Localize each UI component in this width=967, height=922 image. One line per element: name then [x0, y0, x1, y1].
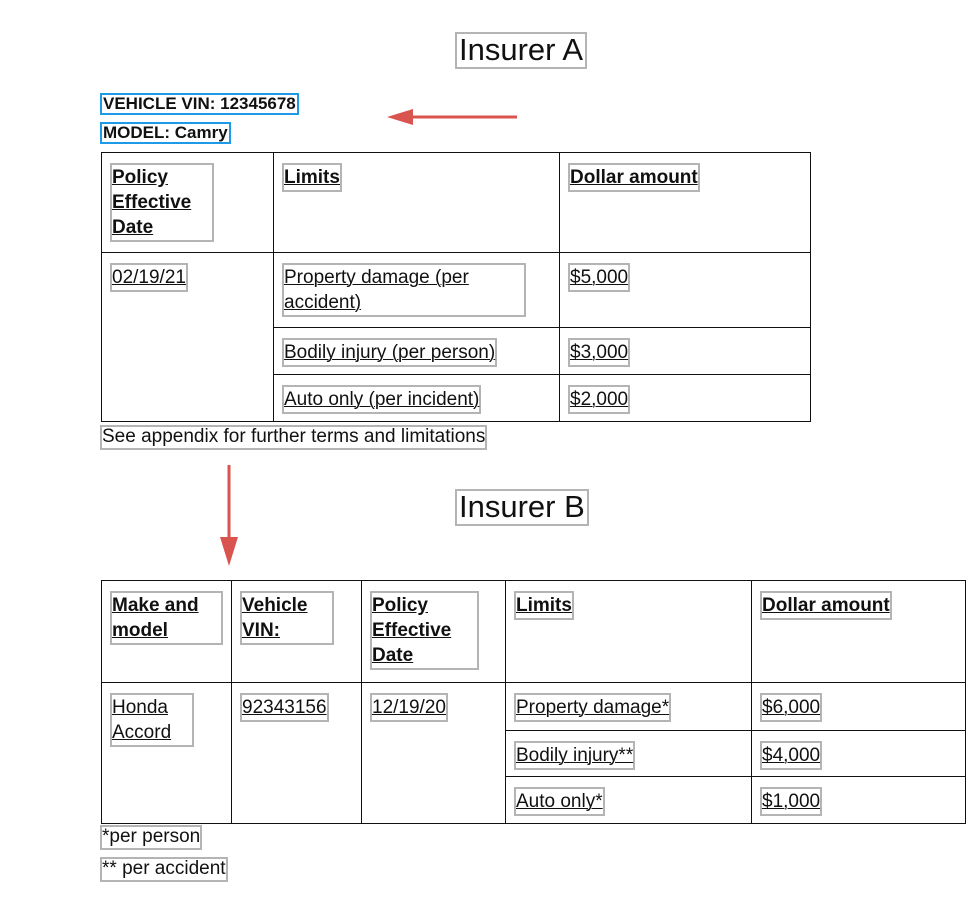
- header-make-and-model: Make and model: [110, 591, 223, 645]
- vehicle-model-label: [100, 122, 231, 144]
- amount-value: $2,000: [568, 385, 630, 414]
- table-header-row: [102, 153, 811, 253]
- header-cell: [274, 153, 560, 253]
- limit-value: Bodily injury**: [514, 741, 635, 770]
- amount-value: $5,000: [568, 263, 630, 292]
- insurer-b-title: Insurer B: [455, 489, 589, 526]
- header-policy-effective-date: Policy Effective Date: [110, 163, 214, 242]
- down-arrow-icon: [217, 463, 241, 568]
- limit-value: Auto only (per incident): [282, 385, 481, 414]
- header-dollar-amount: Dollar amount: [760, 591, 892, 620]
- header-cell: [506, 581, 752, 683]
- effective-date-cell: [362, 683, 506, 824]
- vin-value: 92343156: [240, 693, 329, 722]
- header-cell: [102, 581, 232, 683]
- appendix-note: [100, 425, 487, 450]
- vehicle-vin-text: VEHICLE VIN: 12345678: [100, 93, 299, 115]
- insurer-a-table: [101, 152, 811, 422]
- header-limits: Limits: [282, 163, 342, 192]
- limit-cell: [274, 328, 560, 375]
- header-limits: Limits: [514, 591, 574, 620]
- limit-value: Property damage (per accident): [282, 263, 526, 317]
- header-cell: [752, 581, 966, 683]
- limit-cell: [274, 253, 560, 328]
- amount-value: $6,000: [760, 693, 822, 722]
- table-row: [102, 683, 966, 731]
- amount-cell: [560, 253, 811, 328]
- effective-date-cell: [102, 253, 274, 422]
- header-vehicle-vin: Vehicle VIN:: [240, 591, 334, 645]
- amount-cell: [752, 683, 966, 731]
- header-cell: [560, 153, 811, 253]
- limit-cell: [506, 731, 752, 777]
- table-row: [102, 253, 811, 328]
- appendix-note-text: See appendix for further terms and limitations: [100, 425, 487, 450]
- header-policy-effective-date: Policy Effective Date: [370, 591, 479, 670]
- limit-cell: [506, 777, 752, 824]
- amount-value: $3,000: [568, 338, 630, 367]
- limit-value: Bodily injury (per person): [282, 338, 497, 367]
- limit-value: Property damage*: [514, 693, 671, 722]
- make-model-cell: [102, 683, 232, 824]
- vehicle-model-text: MODEL: Camry: [100, 122, 231, 144]
- vehicle-vin-label: [100, 93, 299, 115]
- effective-date-value: 02/19/21: [110, 263, 188, 292]
- insurer-b-table: [101, 580, 966, 824]
- amount-cell: [752, 731, 966, 777]
- insurer-a-title: Insurer A: [455, 32, 587, 69]
- header-cell: [232, 581, 362, 683]
- amount-value: $4,000: [760, 741, 822, 770]
- amount-value: $1,000: [760, 787, 822, 816]
- vin-cell: [232, 683, 362, 824]
- amount-cell: [560, 375, 811, 422]
- footnote-text: *per person: [100, 825, 202, 850]
- footnote-per-person: [100, 825, 202, 850]
- amount-cell: [752, 777, 966, 824]
- left-arrow-icon: [385, 106, 520, 128]
- footnote-per-accident: [100, 857, 228, 882]
- header-cell: [102, 153, 274, 253]
- limit-cell: [506, 683, 752, 731]
- header-cell: [362, 581, 506, 683]
- limit-cell: [274, 375, 560, 422]
- amount-cell: [560, 328, 811, 375]
- table-header-row: [102, 581, 966, 683]
- effective-date-value: 12/19/20: [370, 693, 448, 722]
- make-model-value: Honda Accord: [110, 693, 194, 747]
- footnote-text: ** per accident: [100, 857, 228, 882]
- limit-value: Auto only*: [514, 787, 605, 816]
- header-dollar-amount: Dollar amount: [568, 163, 700, 192]
